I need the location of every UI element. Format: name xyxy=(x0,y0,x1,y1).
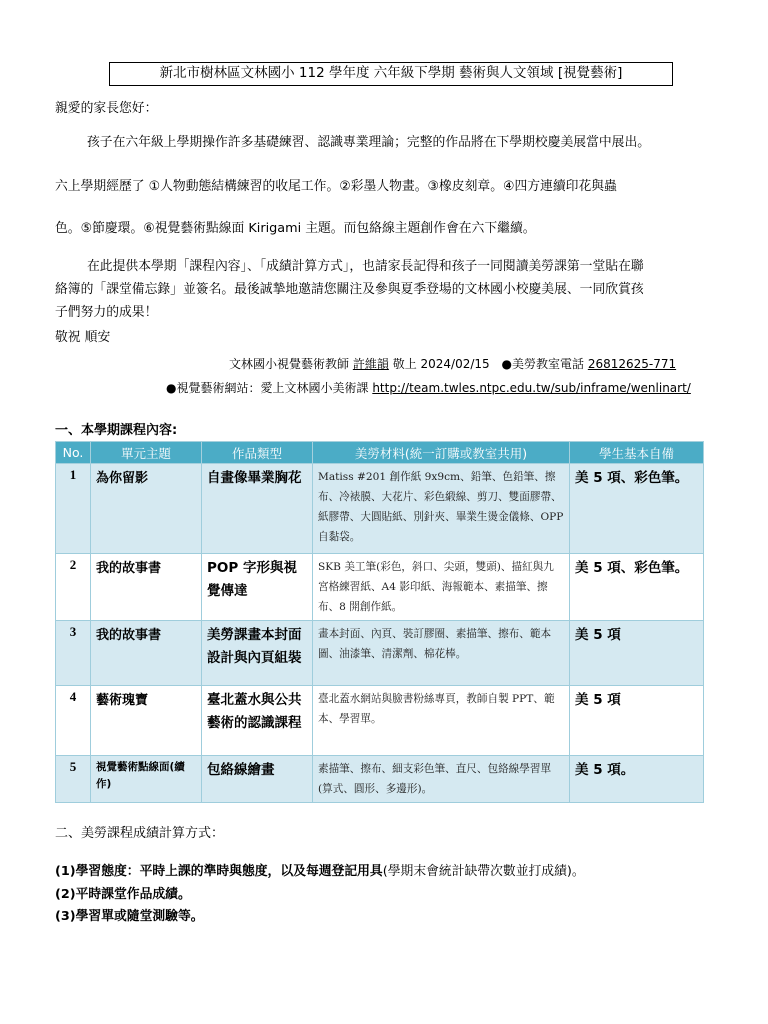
phone-number: 26812625-771 xyxy=(587,357,677,371)
website-line xyxy=(166,379,691,397)
paragraph-semester-line1: 六上學期經歷了 ①人物動態結構練習的收尾工作。②彩墨人物畫。③橡皮刻章。④四方連續印花與蟲 xyxy=(55,179,617,194)
paragraph-invite-line1: 在此提供本學期「課程內容」、「成績計算方式」，也請家長記得和孩子一同閱讀美勞課第一堂貼在聯 xyxy=(87,259,644,274)
grading-item-1-note: (學期末會統計缺帶次數並打成績)。 xyxy=(382,864,585,879)
row-number: 2 xyxy=(56,554,91,621)
row-number: 1 xyxy=(56,464,91,554)
teacher-title: 文林國小視覺藝術教師 xyxy=(229,357,350,371)
row-theme: 我的故事書 xyxy=(91,621,202,686)
course-table xyxy=(55,441,704,803)
row-materials: 素描筆、擦布、細支彩色筆、直尺、包絡線學習單(算式、圓形、多邊形)。 xyxy=(313,756,570,803)
row-materials: Matiss #201 創作紙 9x9cm、鉛筆、色鉛筆、擦布、冷裱膜、大花片、彩色緞線、剪刀、雙面膠帶、紙膠帶、大圓貼紙、別針夾、畢業生燙金儀條、OPP 自黏袋。 xyxy=(313,464,570,554)
signature-line xyxy=(229,355,676,373)
phone-label: ●美勞教室電話 xyxy=(501,357,584,371)
website-label: ●視覺藝術網站：愛上文林國小美術課 xyxy=(166,381,369,395)
document-title: 新北市樹林區文林國小 112 學年度 六年級下學期 藝術與人文領域 [視覺藝術] xyxy=(109,62,673,86)
paragraph-invite-line3: 子們努力的成果！ xyxy=(55,305,158,320)
header-supplies: 學生基本自備 xyxy=(570,442,704,464)
teacher-name: 許維韻 xyxy=(352,357,389,371)
row-type: 包絡線繪畫 xyxy=(202,756,313,803)
row-number: 5 xyxy=(56,756,91,803)
grading-item-3: (3)學習單或隨堂測驗等。 xyxy=(55,909,204,924)
row-supplies: 美 5 項 xyxy=(570,621,704,686)
signature-date: 敬上 2024/02/15 xyxy=(392,357,490,371)
section1-title: 一、本學期課程內容: xyxy=(55,423,178,438)
grading-item-1 xyxy=(55,861,585,882)
paragraph-semester-line2: 色。⑤節慶環。⑥視覺藝術點線面 Kirigami 主題。而包絡線主題創作會在六下繼續。 xyxy=(55,221,536,236)
row-supplies: 美 5 項。 xyxy=(570,756,704,803)
header-no: No. xyxy=(56,442,91,464)
grading-item-1-text: (1)學習態度：平時上課的準時與態度，以及每週登記用具 xyxy=(55,864,383,879)
row-supplies: 美 5 項、彩色筆。 xyxy=(570,554,704,621)
row-theme: 藝術瑰寶 xyxy=(91,686,202,756)
row-theme: 視覺藝術點線面(續作) xyxy=(91,756,202,803)
row-supplies: 美 5 項、彩色筆。 xyxy=(570,464,704,554)
row-materials: SKB 美工筆(彩色，斜口、尖頭，雙頭)、描紅與九宮格練習紙、A4 影印紙、海報範本、素描筆、擦布、8 開創作紙。 xyxy=(313,554,570,621)
header-type: 作品類型 xyxy=(202,442,313,464)
table-row xyxy=(56,464,704,554)
row-theme: 為你留影 xyxy=(91,464,202,554)
header-theme: 單元主題 xyxy=(91,442,202,464)
table-row xyxy=(56,756,704,803)
row-theme: 我的故事書 xyxy=(91,554,202,621)
row-number: 4 xyxy=(56,686,91,756)
row-type: 美勞課畫本封面設計與內頁組裝 xyxy=(202,621,313,686)
section2-title: 二、美勞課程成績計算方式： xyxy=(55,826,225,841)
row-type: 自畫像畢業胸花 xyxy=(202,464,313,554)
row-type: POP 字形與視覺傳達 xyxy=(202,554,313,621)
row-type: 臺北蓋水與公共藝術的認識課程 xyxy=(202,686,313,756)
grading-item-2: (2)平時課堂作品成績。 xyxy=(55,887,191,902)
row-materials: 臺北蓋水網站與臉書粉絲專頁，教師自製 PPT、範本、學習單。 xyxy=(313,686,570,756)
table-header-row xyxy=(56,442,704,464)
website-link[interactable]: http://team.twles.ntpc.edu.tw/sub/inframe/wenlinart/ xyxy=(372,381,691,395)
table-row xyxy=(56,554,704,621)
paragraph-intro: 孩子在六年級上學期操作許多基礎練習、認識專業理論；完整的作品將在下學期校慶美展當中展出。 xyxy=(87,135,651,150)
row-supplies: 美 5 項 xyxy=(570,686,704,756)
table-row xyxy=(56,686,704,756)
row-materials: 畫本封面、內頁、裝訂膠圈、素描筆、擦布、範本圖、油漆筆、清潔劑、棉花棒。 xyxy=(313,621,570,686)
row-number: 3 xyxy=(56,621,91,686)
paragraph-invite-line2: 絡簿的「課堂備忘錄」並簽名。最後誠摯地邀請您關注及參與夏季登場的文林國小校慶美展、一同欣賞孩 xyxy=(55,282,644,297)
header-materials: 美勞材料(統一訂購或教室共用) xyxy=(313,442,570,464)
greeting: 親愛的家長您好： xyxy=(55,101,158,116)
closing-salutation: 敬祝 順安 xyxy=(55,330,111,345)
table-row xyxy=(56,621,704,686)
